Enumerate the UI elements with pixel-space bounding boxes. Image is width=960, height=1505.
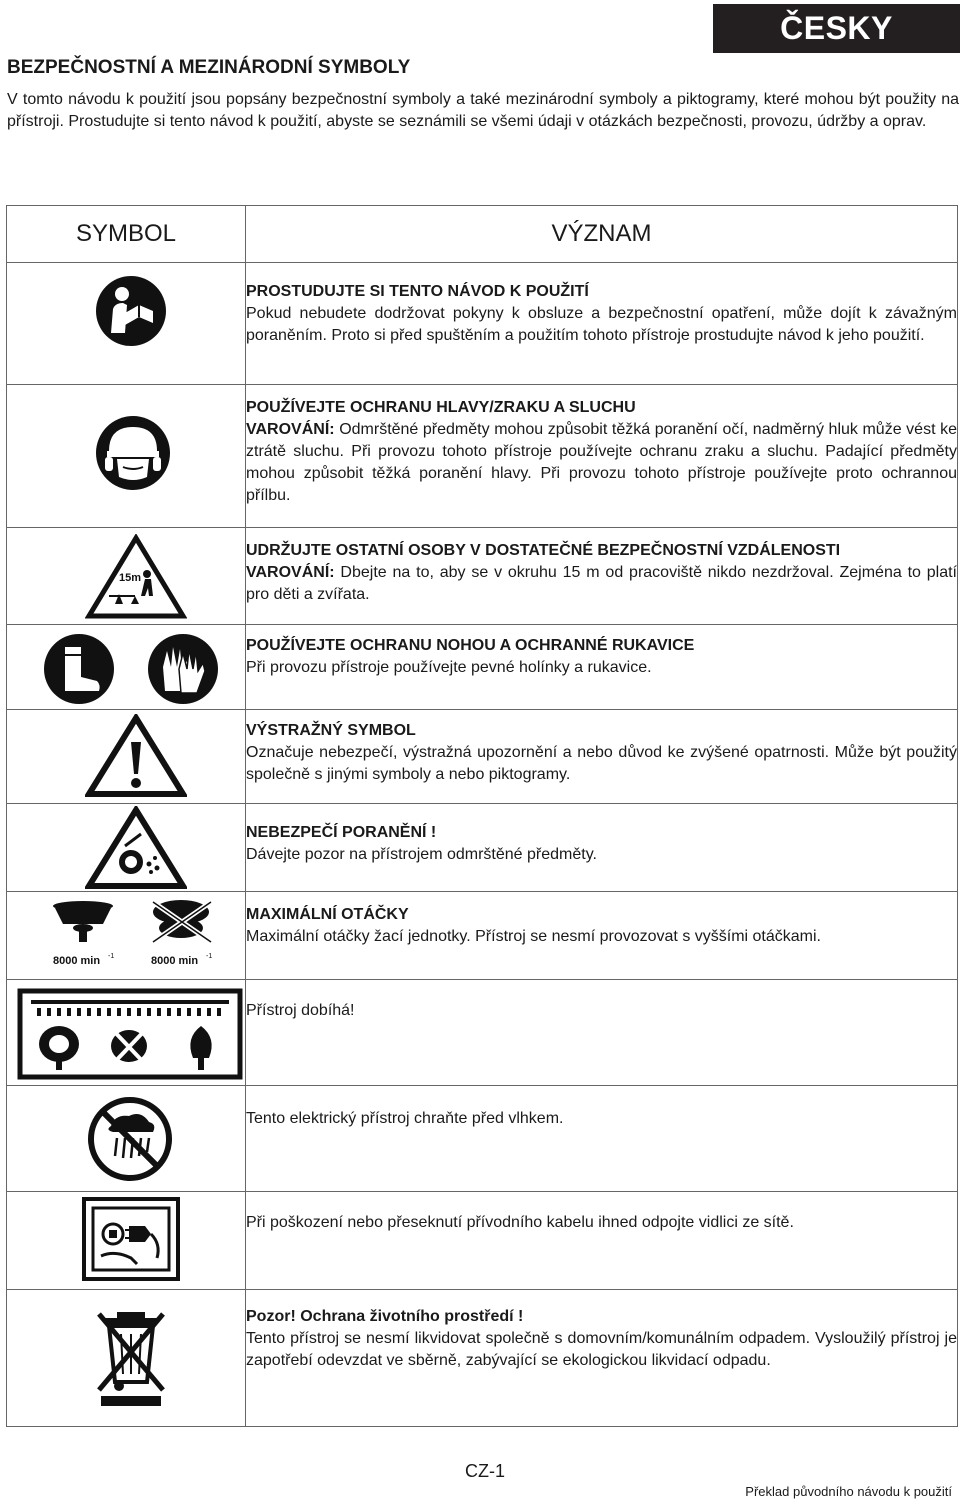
row-text: Dávejte pozor na přístrojem odmrštěné předměty. — [246, 846, 597, 863]
boots-icon — [43, 633, 115, 705]
row-text: Maximální otáčky žací jednotky. Přístroj se nesmí provozovat s vyššími otáčkami. — [246, 928, 821, 945]
row-title: PROSTUDUJTE SI TENTO NÁVOD K POUŽITÍ — [246, 283, 589, 300]
warning-label: VAROVÁNÍ: — [246, 421, 335, 438]
symbol-cell — [7, 1192, 246, 1290]
unplug-icon — [81, 1196, 181, 1282]
weee-bin-icon — [95, 1304, 167, 1408]
symbol-cell — [7, 804, 246, 892]
table-row — [7, 710, 958, 804]
row-title: VÝSTRAŽNÝ SYMBOL — [246, 722, 416, 739]
svg-text:-1: -1 — [108, 953, 115, 960]
row-title: POUŽÍVEJTE OCHRANU NOHOU A OCHRANNÉ RUKAVICE — [246, 637, 695, 654]
thrown-objects-icon — [85, 806, 187, 890]
row-text-wrapper — [246, 562, 957, 606]
row-text: Dbejte na to, aby se v okruhu 15 m od pracoviště nikdo nezdržoval. Zejména to platí pro děti a zvířata. — [246, 564, 957, 603]
run-down-icon — [17, 988, 243, 1080]
row-text: Tento elektrický přístroj chraňte před vlhkem. — [246, 1110, 564, 1127]
row-text: Přístroj dobíhá! — [246, 1002, 355, 1019]
meaning-cell — [246, 710, 958, 804]
symbol-cell — [7, 1290, 246, 1427]
head-eye-ear-protection-icon — [95, 415, 171, 491]
row-text: Označuje nebezpečí, výstražná upozornění a nebo důvod ke zvýšené opatrnosti. Může být použitý společně s jinými symboly a nebo piktogramy. — [246, 744, 957, 783]
symbol-cell — [7, 892, 246, 980]
column-header-meaning: VÝZNAM — [246, 206, 958, 263]
meaning-cell — [246, 263, 958, 385]
table-row — [7, 804, 958, 892]
meaning-cell — [246, 528, 958, 625]
row-text: Při provozu přístroje používejte pevné holínky a rukavice. — [246, 659, 652, 676]
meaning-cell — [246, 892, 958, 980]
row-text: Při poškození nebo přeseknutí přívodního kabelu ihned odpojte vidlici ze sítě. — [246, 1214, 794, 1231]
table-header-row — [7, 206, 958, 263]
row-text: Pokud nebudete dodržovat pokyny k obsluze a bezpečnostní opatření, může dojít k závažným poraněním. Proto si před spuštěním a použitím tohoto přístroje prostudujte návod k jeho použití. — [246, 305, 957, 344]
intro-paragraph: V tomto návodu k použití jsou popsány bezpečnostní symboly a také mezinárodní symboly a piktogramy, které mohou být použity na přístroji. Prostudujte si tento návod k použití, abyste se seznámili se všemi údaji v otázkách bezpečnosti, provozu, údržby a oprav. — [7, 91, 959, 130]
section-heading: BEZPEČNOSTNÍ A MEZINÁRODNÍ SYMBOLY — [7, 57, 411, 78]
row-text-wrapper — [246, 419, 957, 507]
meaning-cell — [246, 1290, 958, 1427]
table-row — [7, 263, 958, 385]
column-header-symbol: SYMBOL — [7, 206, 246, 263]
meaning-cell — [246, 625, 958, 710]
meaning-cell — [246, 1086, 958, 1192]
row-title: POUŽÍVEJTE OCHRANU HLAVY/ZRAKU A SLUCHU — [246, 399, 636, 416]
distance-label: 15m — [119, 572, 142, 584]
symbol-cell — [7, 1086, 246, 1192]
meaning-cell — [246, 980, 958, 1086]
symbol-cell — [7, 980, 246, 1086]
keep-distance-icon — [85, 534, 187, 620]
symbol-cell — [7, 710, 246, 804]
table-row — [7, 1086, 958, 1192]
meaning-cell — [246, 804, 958, 892]
symbol-cell — [7, 263, 246, 385]
row-text: Odmrštěné předměty mohou způsobit těžká poranění očí, nadměrný hluk může vést ke ztrátě sluchu. Při provozu tohoto přístroje používejte ochranu zraku a sluchu. Padající předměty mohou způsobit těžká poranění hlavy. Při provozu tohoto přístroje používejte proto ochrannou přílbu. — [246, 421, 958, 504]
row-text: Tento přístroj se nesmí likvidovat společně s domovním/komunálním odpadem. Vysloužilý přístroj je zapotřebí odevzdat ve sběrně, zabývající se ekologickou likvidací odpadu. — [246, 1330, 957, 1369]
no-rain-icon — [87, 1096, 173, 1182]
table-row — [7, 980, 958, 1086]
symbol-table — [6, 205, 958, 1427]
table-row — [7, 385, 958, 528]
speed-label: 8000 min — [151, 955, 199, 967]
read-manual-icon — [95, 275, 167, 347]
row-title: MAXIMÁLNÍ OTÁČKY — [246, 906, 409, 923]
table-row — [7, 1192, 958, 1290]
meaning-cell — [246, 1192, 958, 1290]
symbol-cell — [7, 625, 246, 710]
speed-label: 8000 min — [53, 955, 101, 967]
symbol-cell — [7, 528, 246, 625]
page-number: CZ-1 — [465, 1461, 505, 1481]
table-row — [7, 892, 958, 980]
translation-note: Překlad původního návodu k použití — [745, 1484, 952, 1499]
svg-text:-1: -1 — [206, 953, 213, 960]
gloves-icon — [147, 633, 219, 705]
symbol-cell — [7, 385, 246, 528]
warning-label: VAROVÁNÍ: — [246, 564, 335, 581]
table-row — [7, 1290, 958, 1427]
warning-triangle-icon — [85, 714, 187, 798]
table-row — [7, 528, 958, 625]
max-speed-icon — [45, 898, 225, 972]
row-title: UDRŽUJTE OSTATNÍ OSOBY V DOSTATEČNÉ BEZPEČNOSTNÍ VZDÁLENOSTI — [246, 542, 841, 559]
row-title: NEBEZPEČÍ PORANĚNÍ ! — [246, 824, 437, 841]
row-title: Pozor! Ochrana životního prostředí ! — [246, 1308, 524, 1325]
table-row — [7, 625, 958, 710]
meaning-cell — [246, 385, 958, 528]
language-tab: ČESKY — [713, 4, 960, 53]
